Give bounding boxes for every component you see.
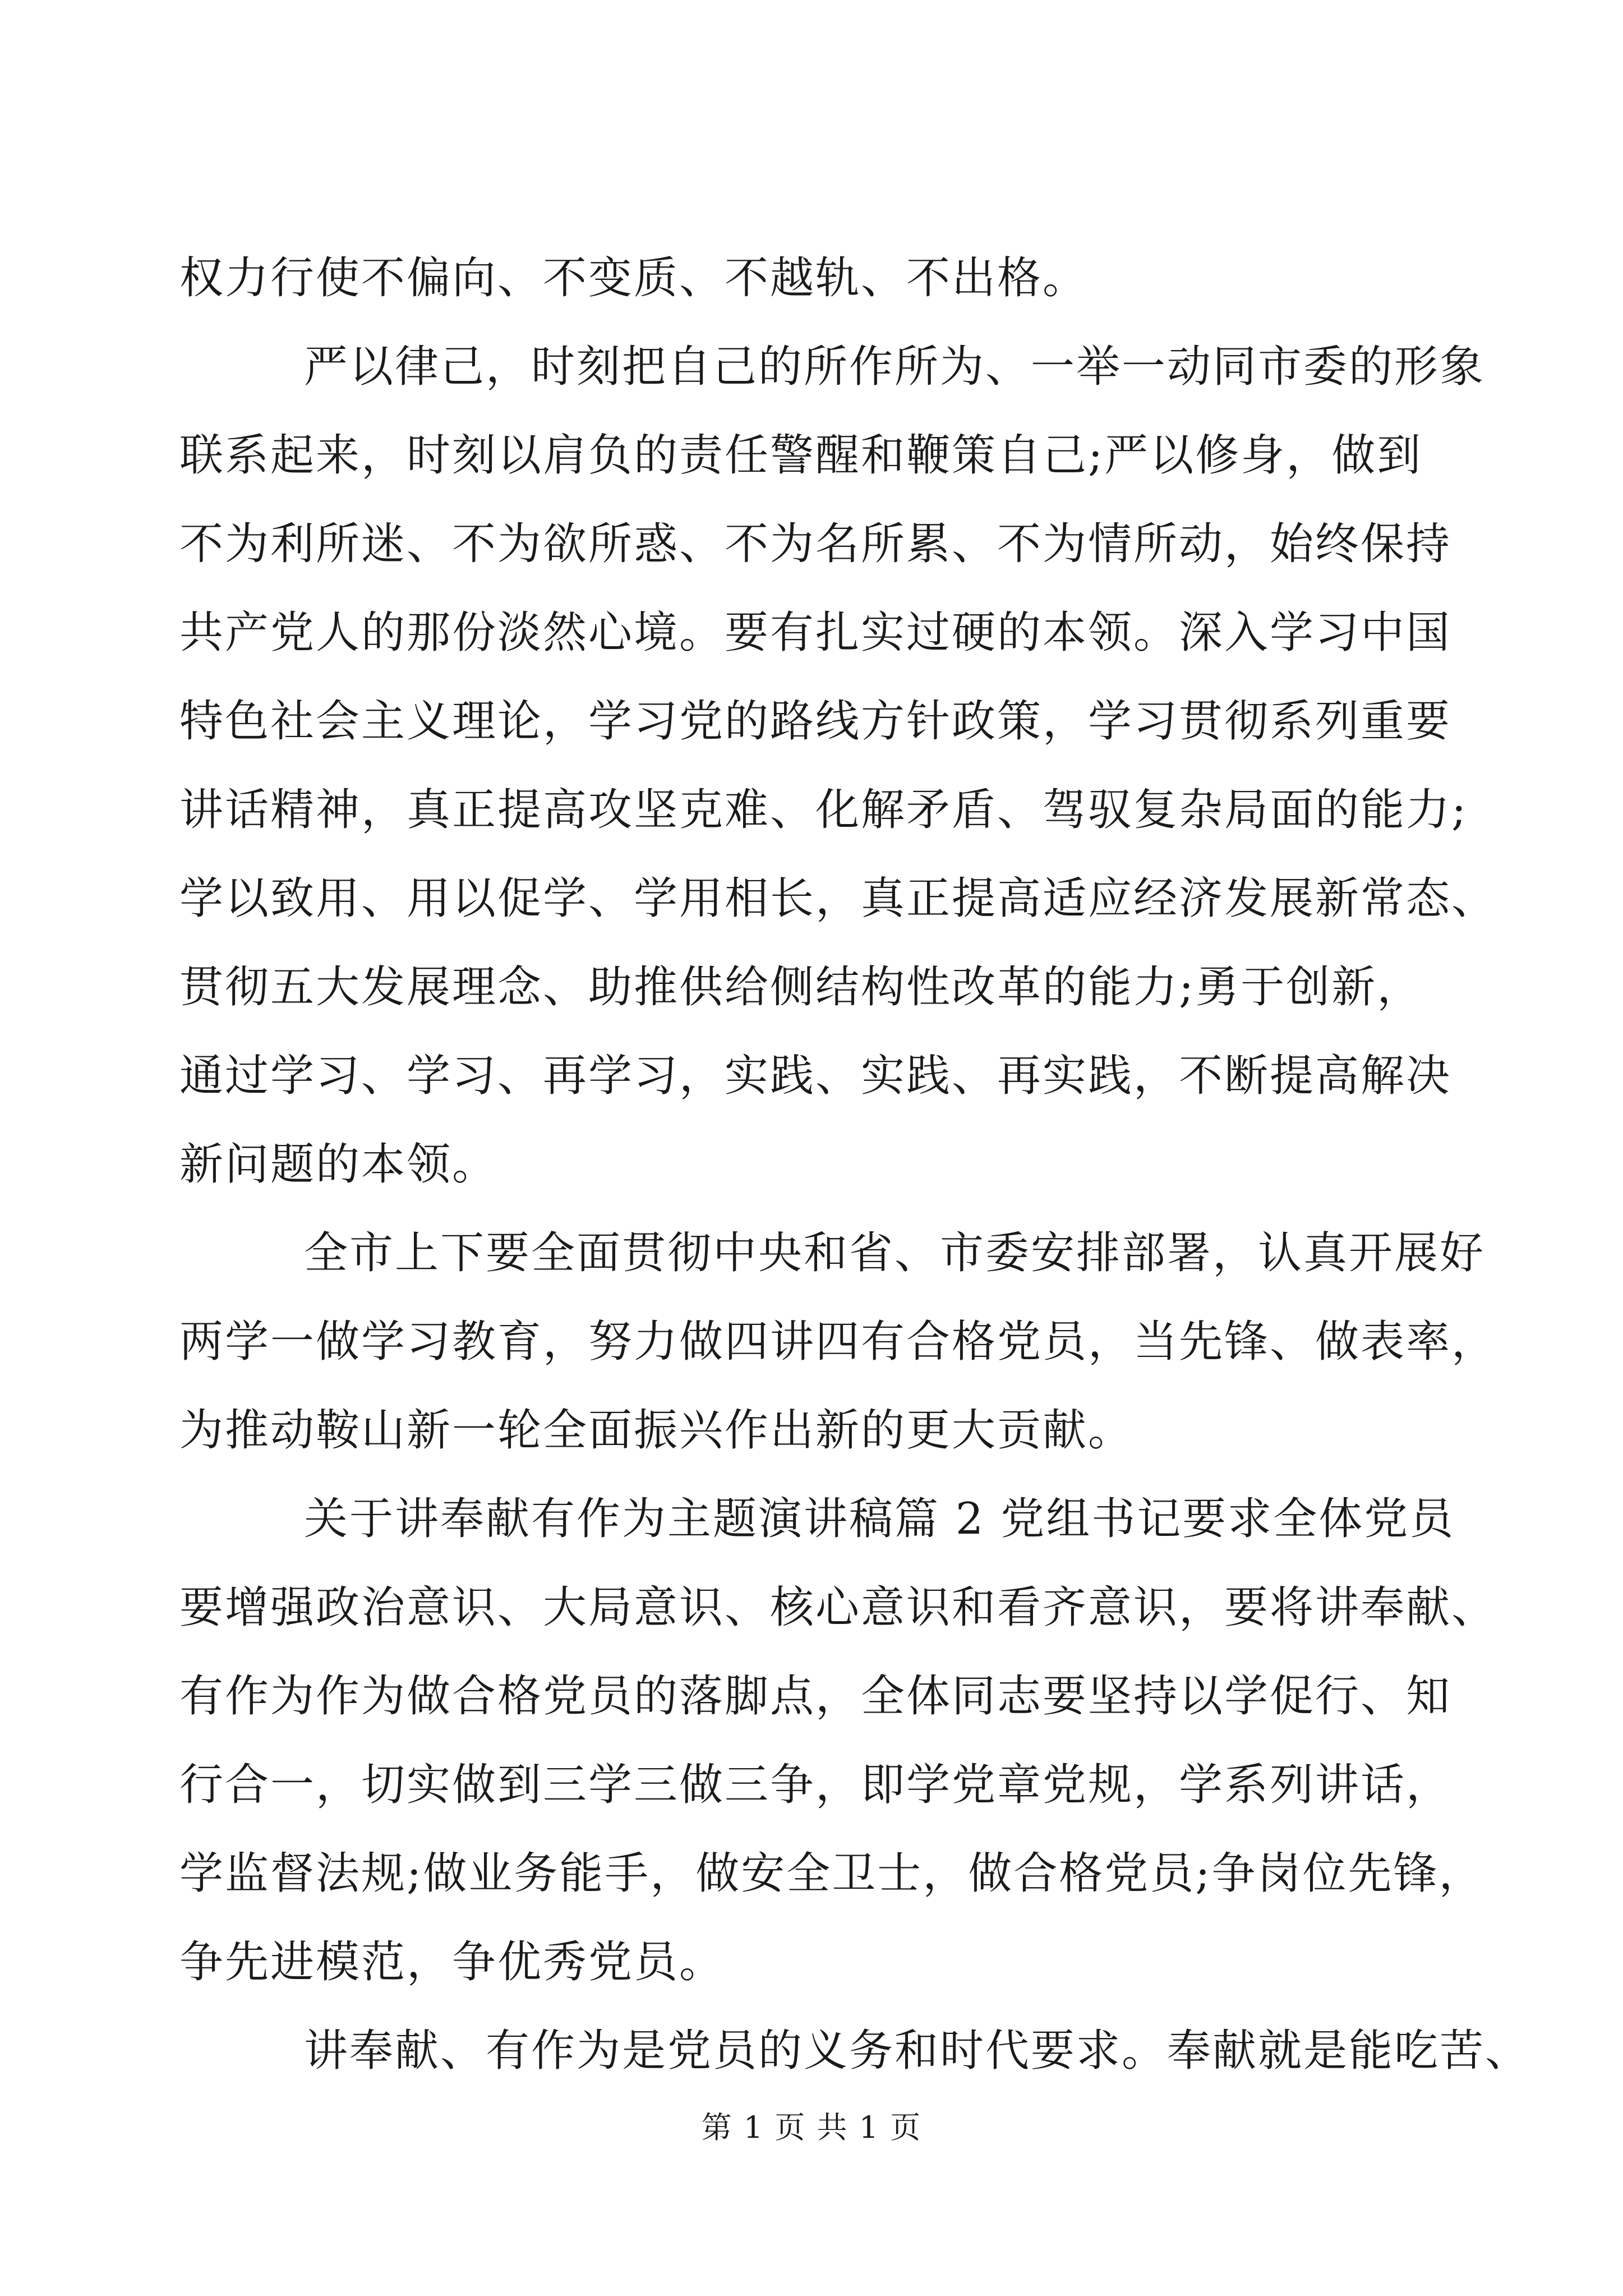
text-line: 为推动鞍山新一轮全面振兴作出新的更大贡献。 (179, 1405, 1134, 1456)
text-line: 不为利所迷、不为欲所惑、不为名所累、不为情所动，始终保持 (179, 519, 1452, 569)
text-line: 学以致用、用以促学、学用相长，真正提高适应经济发展新常态、 (179, 873, 1497, 924)
page-number-footer: 第 1 页 共 1 页 (701, 2110, 922, 2145)
text-line: 要增强政治意识、大局意识、核心意识和看齐意识，要将讲奉献、 (179, 1582, 1497, 1633)
text-line: 争先进模范，争优秀党员。 (179, 1937, 725, 1987)
text-line: 有作为作为做合格党员的落脚点，全体同志要坚持以学促行、知 (179, 1671, 1452, 1722)
text-line: 权力行使不偏向、不变质、不越轨、不出格。 (179, 253, 1089, 303)
text-line: 学监督法规;做业务能手，做安全卫士，做合格党员;争岗位先锋， (179, 1848, 1484, 1899)
text-line: 特色社会主义理论，学习党的路线方针政策，学习贯彻系列重要 (179, 696, 1452, 747)
text-line: 联系起来，时刻以肩负的责任警醒和鞭策自己;严以修身，做到 (179, 430, 1423, 481)
text-line: 行合一，切实做到三学三做三争，即学党章党规，学系列讲话， (179, 1760, 1452, 1810)
text-line: 全市上下要全面贯彻中央和省、市委安排部署，认真开展好 (304, 1228, 1486, 1278)
text-line: 通过学习、学习、再学习，实践、实践、再实践，不断提高解决 (179, 1051, 1452, 1101)
text-line: 共产党人的那份淡然心境。要有扎实过硬的本领。深入学习中国 (179, 608, 1452, 658)
text-line: 讲奉献、有作为是党员的义务和时代要求。奉献就是能吃苦、 (304, 2026, 1531, 2076)
text-line: 贯彻五大发展理念、助推供给侧结构性改革的能力;勇于创新， (179, 962, 1423, 1013)
text-line: 新问题的本领。 (179, 1139, 498, 1190)
text-line: 关于讲奉献有作为主题演讲稿篇 2 党组书记要求全体党员 (304, 1494, 1455, 1544)
text-line: 严以律己，时刻把自己的所作所为、一举一动同市委的形象 (304, 342, 1486, 392)
text-line: 两学一做学习教育，努力做四讲四有合格党员，当先锋、做表率， (179, 1317, 1497, 1367)
text-line: 讲话精神，真正提高攻坚克难、化解矛盾、驾驭复杂局面的能力; (179, 785, 1468, 835)
